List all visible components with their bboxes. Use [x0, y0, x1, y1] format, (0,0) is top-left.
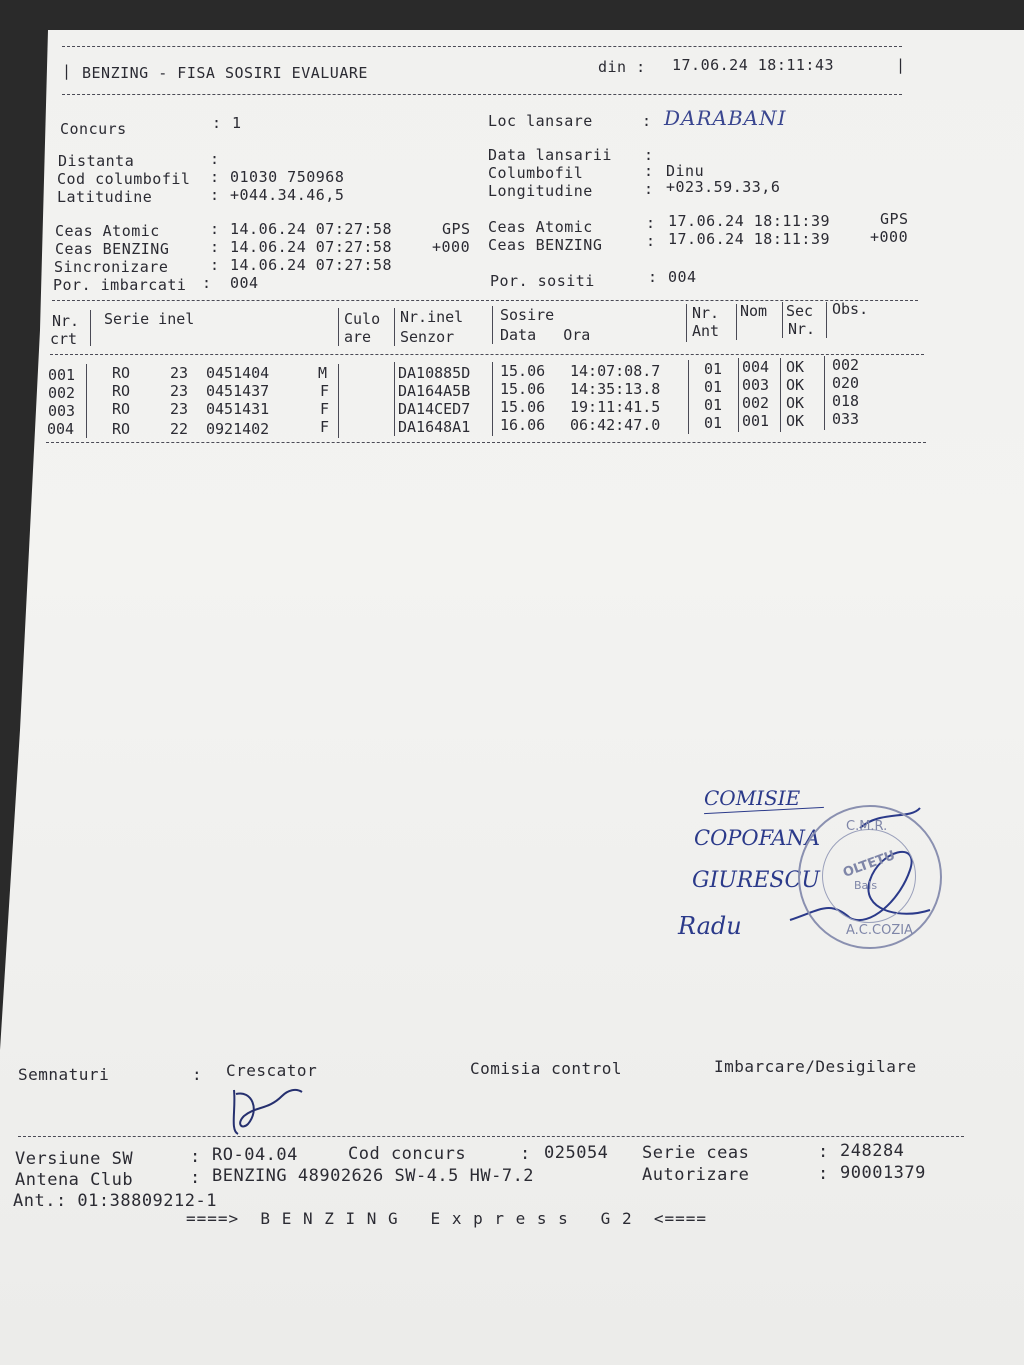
cell-senzor: DA14CED7	[398, 400, 471, 418]
th-nr: Nr.	[52, 312, 80, 330]
cell-senzor: DA1648A1	[398, 418, 471, 436]
th-nr-inel: Nr.inel	[400, 308, 464, 326]
cell-sec: OK	[786, 394, 805, 412]
footer-club-label: Antena Club	[15, 1170, 134, 1190]
th-nr-ant: Nr.	[692, 304, 720, 322]
footer-autor-value: 90001379	[840, 1163, 926, 1183]
cell-inel: 0451404	[206, 364, 270, 382]
field-ceas-benzing-sep: :	[210, 238, 220, 256]
field-columbofil-label: Columbofil	[488, 164, 584, 182]
cell-data: 16.06	[500, 416, 546, 434]
cell-obs: 020	[832, 374, 860, 392]
signature-crescator-label: Crescator	[226, 1061, 318, 1080]
field-distanta-sep: :	[210, 150, 220, 168]
footer-cod-value: 025054	[544, 1143, 609, 1163]
cell-ant: 01	[704, 360, 723, 378]
footer-rule	[18, 1136, 964, 1137]
stamp-top-text: C.M.R.	[846, 819, 888, 834]
signature-comisia-label: Comisia control	[470, 1059, 622, 1078]
th-serie-inel: Serie inel	[104, 310, 195, 328]
table-vbar-6	[736, 304, 737, 340]
handwritten-name-1: COPOFANA	[694, 826, 821, 850]
footer-versiune-label: Versiune SW	[15, 1149, 134, 1169]
cell-sec: OK	[786, 376, 805, 394]
field-longitudine-label: Longitudine	[488, 182, 593, 200]
row-vbar-1	[86, 364, 87, 438]
cell-sex: M	[318, 364, 328, 382]
stamp-sub-text: Bals	[854, 879, 878, 892]
row-vbar-2	[338, 364, 339, 438]
club-stamp-inner	[822, 829, 916, 923]
field-sositi-value: 004	[668, 268, 697, 286]
row-vbar-3	[394, 362, 395, 436]
header-bottom-rule	[62, 94, 902, 95]
cell-inel: 0921402	[206, 420, 270, 438]
field-imbarcati-value: 004	[230, 274, 259, 292]
field-data-lansarii-sep: :	[644, 146, 654, 164]
field-concurs-label: Concurs	[60, 120, 127, 138]
table-vbar-8	[826, 302, 827, 338]
cell-sex: F	[320, 400, 330, 418]
footer-autor-sep: :	[818, 1164, 829, 1184]
th-sosire: Sosire	[500, 306, 555, 324]
header-right-bar: |	[896, 56, 906, 74]
row-vbar-8	[824, 356, 825, 430]
field-sincronizare-label: Sincronizare	[54, 258, 169, 276]
field-concurs-sep: :	[212, 114, 222, 132]
cell-ant: 01	[704, 414, 723, 432]
cell-tara: RO	[112, 400, 131, 418]
row-vbar-4	[492, 362, 493, 436]
header-din-label: din :	[598, 58, 646, 76]
footer-versiune-value: RO-04.04	[212, 1145, 298, 1165]
crescator-signature	[222, 1080, 312, 1140]
footer-versiune-sep: :	[190, 1147, 201, 1167]
table-header-rule	[50, 354, 924, 355]
footer-club-sep: :	[190, 1168, 201, 1188]
footer-cod-label: Cod concurs	[348, 1144, 467, 1164]
th2-data-ora: Data Ora	[500, 326, 591, 344]
footer-serie-value: 248284	[840, 1141, 905, 1161]
table-bottom-rule	[46, 442, 926, 443]
field-imbarcati-label: Por. imbarcati	[53, 276, 187, 294]
field-r-ceas-benzing-sep: :	[646, 232, 656, 250]
table-vbar-7	[782, 302, 783, 338]
footer-serie-sep: :	[818, 1142, 829, 1162]
cell-data: 15.06	[500, 362, 546, 380]
th-obs: Obs.	[832, 300, 869, 318]
th-nom: Nom	[740, 302, 768, 320]
handwritten-name-2: GIURESCU	[692, 868, 820, 893]
club-stamp	[798, 805, 942, 949]
field-data-lansarii-label: Data lansarii	[488, 146, 612, 164]
field-concurs-value: 1	[232, 114, 242, 132]
cell-tara: RO	[112, 364, 131, 382]
cell-an: 22	[170, 420, 189, 438]
header-left-bar: |	[62, 62, 72, 80]
th2-crt: crt	[50, 330, 78, 348]
cell-ora: 19:11:41.5	[570, 398, 661, 416]
cell-senzor: DA10885D	[398, 364, 471, 382]
cell-obs: 002	[832, 356, 860, 374]
field-sincronizare-value: 14.06.24 07:27:58	[230, 256, 393, 274]
field-imbarcati-sep: :	[202, 274, 212, 292]
field-cod-label: Cod columbofil	[57, 170, 191, 188]
handwritten-comisie: COMISIE	[704, 786, 801, 810]
th2-are: are	[344, 328, 372, 346]
table-vbar-5	[686, 304, 687, 342]
signatures-sep: :	[192, 1065, 203, 1084]
handwritten-name-3: Radu	[678, 912, 742, 940]
cell-nr: 002	[48, 384, 76, 402]
th-culoare: Culo	[344, 310, 381, 328]
field-latitudine-sep: :	[210, 186, 220, 204]
field-sositi-sep: :	[648, 268, 658, 286]
field-cod-sep: :	[210, 168, 220, 186]
row-vbar-5	[688, 360, 689, 434]
field-loc-lansare-sep: :	[642, 112, 652, 130]
th-sec: Sec	[786, 302, 814, 320]
cell-nom: 004	[742, 358, 770, 376]
cell-an: 23	[170, 364, 189, 382]
field-r-ceas-benzing-value: 17.06.24 18:11:39	[668, 230, 831, 248]
cell-ora: 14:07:08.7	[570, 362, 661, 380]
cell-tara: RO	[112, 420, 131, 438]
footer-cod-sep: :	[520, 1144, 531, 1164]
th2-senzor: Senzor	[400, 328, 455, 346]
field-loc-lansare-label: Loc lansare	[488, 112, 593, 130]
field-sincronizare-sep: :	[210, 256, 220, 274]
signatures-label: Semnaturi	[18, 1065, 110, 1084]
cell-sec: OK	[786, 412, 805, 430]
cell-nr: 001	[48, 366, 76, 384]
cell-nr: 004	[47, 420, 75, 438]
cell-sex: F	[320, 382, 330, 400]
field-r-ceas-atomic-sep: :	[646, 214, 656, 232]
field-cod-value: 01030 750968	[230, 168, 345, 186]
field-latitudine-label: Latitudine	[57, 188, 153, 206]
field-columbofil-sep: :	[644, 162, 654, 180]
cell-nom: 003	[742, 376, 770, 394]
cell-ora: 06:42:47.0	[570, 416, 661, 434]
field-r-ceas-atomic-label: Ceas Atomic	[488, 218, 593, 236]
table-vbar-3	[394, 308, 395, 346]
cell-nom: 001	[742, 412, 770, 430]
signature-imbarcare-label: Imbarcare/Desigilare	[714, 1057, 917, 1076]
table-vbar-1	[90, 310, 91, 346]
field-ceas-atomic-sep: :	[210, 220, 220, 238]
field-r-ceas-benzing-suffix: +000	[870, 228, 909, 246]
cell-an: 23	[170, 400, 189, 418]
field-sositi-label: Por. sositi	[490, 272, 595, 290]
field-longitudine-value: +023.59.33,6	[666, 178, 781, 196]
stamp-middle-text: OLTETU	[841, 848, 898, 881]
cell-inel: 0451431	[206, 400, 270, 418]
field-ceas-benzing-suffix: +000	[432, 238, 471, 256]
cell-data: 15.06	[500, 398, 546, 416]
header-din-value: 17.06.24 18:11:43	[672, 56, 835, 74]
field-ceas-atomic-label: Ceas Atomic	[55, 222, 160, 240]
cell-sec: OK	[786, 358, 805, 376]
cell-tara: RO	[112, 382, 131, 400]
cell-nr: 003	[48, 402, 76, 420]
th2-nr: Nr.	[788, 320, 816, 338]
field-columbofil-value: Dinu	[666, 162, 705, 180]
footer-ant: Ant.: 01:38809212-1	[13, 1191, 217, 1211]
th2-ant: Ant	[692, 322, 720, 340]
cell-an: 23	[170, 382, 189, 400]
footer-serie-label: Serie ceas	[642, 1143, 750, 1163]
field-ceas-atomic-suffix: GPS	[442, 220, 471, 238]
header-title: BENZING - FISA SOSIRI EVALUARE	[82, 64, 368, 82]
field-r-ceas-benzing-label: Ceas BENZING	[488, 236, 603, 254]
table-top-rule	[52, 300, 918, 301]
cell-ora: 14:35:13.8	[570, 380, 661, 398]
footer-club-value: BENZING 48902626 SW-4.5 HW-7.2	[212, 1166, 535, 1186]
field-longitudine-sep: :	[644, 180, 654, 198]
cell-data: 15.06	[500, 380, 546, 398]
field-ceas-benzing-label: Ceas BENZING	[55, 240, 170, 258]
field-ceas-benzing-value: 14.06.24 07:27:58	[230, 238, 393, 256]
field-ceas-atomic-value: 14.06.24 07:27:58	[230, 220, 393, 238]
field-distanta-label: Distanta	[58, 152, 135, 170]
field-latitudine-value: +044.34.46,5	[230, 186, 345, 204]
cell-nom: 002	[742, 394, 770, 412]
cell-ant: 01	[704, 378, 723, 396]
table-vbar-2	[338, 308, 339, 346]
footer-autor-label: Autorizare	[642, 1165, 750, 1185]
field-loc-lansare-value: DARABANI	[664, 106, 787, 130]
row-vbar-6	[738, 358, 739, 432]
header-top-rule	[62, 46, 902, 47]
table-vbar-4	[492, 306, 493, 344]
field-r-ceas-atomic-value: 17.06.24 18:11:39	[668, 212, 831, 230]
cell-sex: F	[320, 418, 330, 436]
stamp-bottom-text: A.C.COZIA	[846, 923, 913, 938]
cell-senzor: DA164A5B	[398, 382, 471, 400]
row-vbar-7	[780, 358, 781, 432]
cell-obs: 033	[832, 410, 860, 428]
cell-obs: 018	[832, 392, 860, 410]
field-r-ceas-atomic-suffix: GPS	[880, 210, 909, 228]
footer-banner: ====> B E N Z I N G E x p r e s s G 2 <====	[186, 1209, 708, 1228]
cell-ant: 01	[704, 396, 723, 414]
cell-inel: 0451437	[206, 382, 270, 400]
